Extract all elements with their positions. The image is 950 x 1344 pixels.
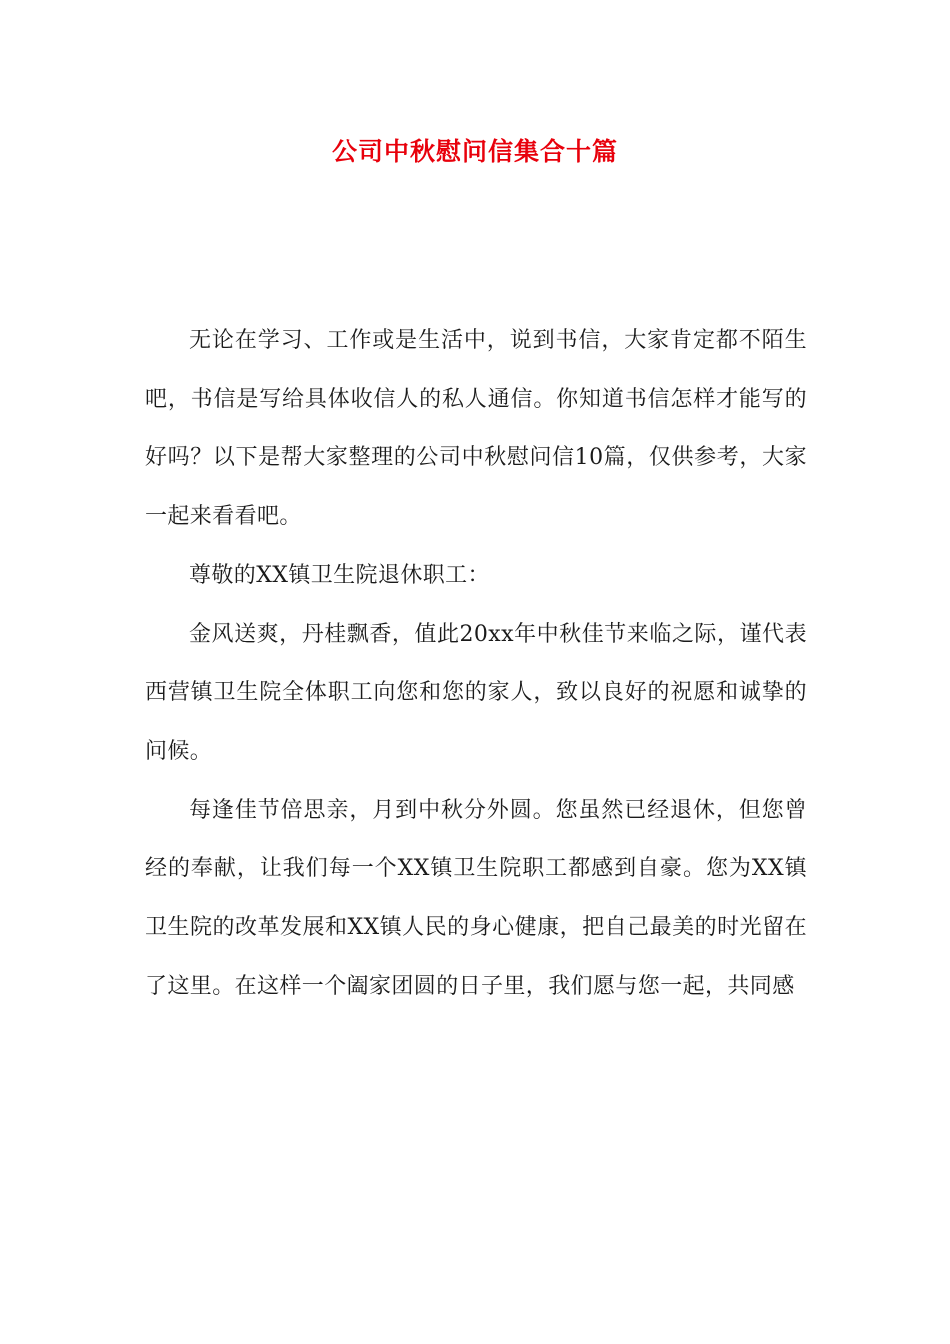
document-title: 公司中秋慰问信集合十篇 bbox=[331, 137, 618, 166]
document-body bbox=[145, 312, 807, 1016]
paragraph-greeting: 金风送爽，丹桂飘香，值此20xx年中秋佳节来临之际，谨代表西营镇卫生院全体职工向您和您的家人，致以良好的祝愿和诚挚的问候。 bbox=[145, 621, 807, 764]
paragraph-salutation: 尊敬的XX镇卫生院退休职工： bbox=[189, 562, 490, 588]
paragraph-body: 每逢佳节倍思亲，月到中秋分外圆。您虽然已经退休，但您曾经的奉献，让我们每一个XX镇卫生院职工都感到自豪。您为XX镇卫生院的改革发展和XX镇人民的身心健康，把自己最美的时光留在了这里。在这样一个阖家团圆的日子里，我们愿与您一起，共同感 bbox=[145, 797, 807, 999]
paragraph-intro: 无论在学习、工作或是生活中，说到书信，大家肯定都不陌生吧，书信是写给具体收信人的私人通信。你知道书信怎样才能写的好吗？以下是帮大家整理的公司中秋慰问信10篇，仅供参考，大家一起来看看吧。 bbox=[145, 328, 807, 530]
